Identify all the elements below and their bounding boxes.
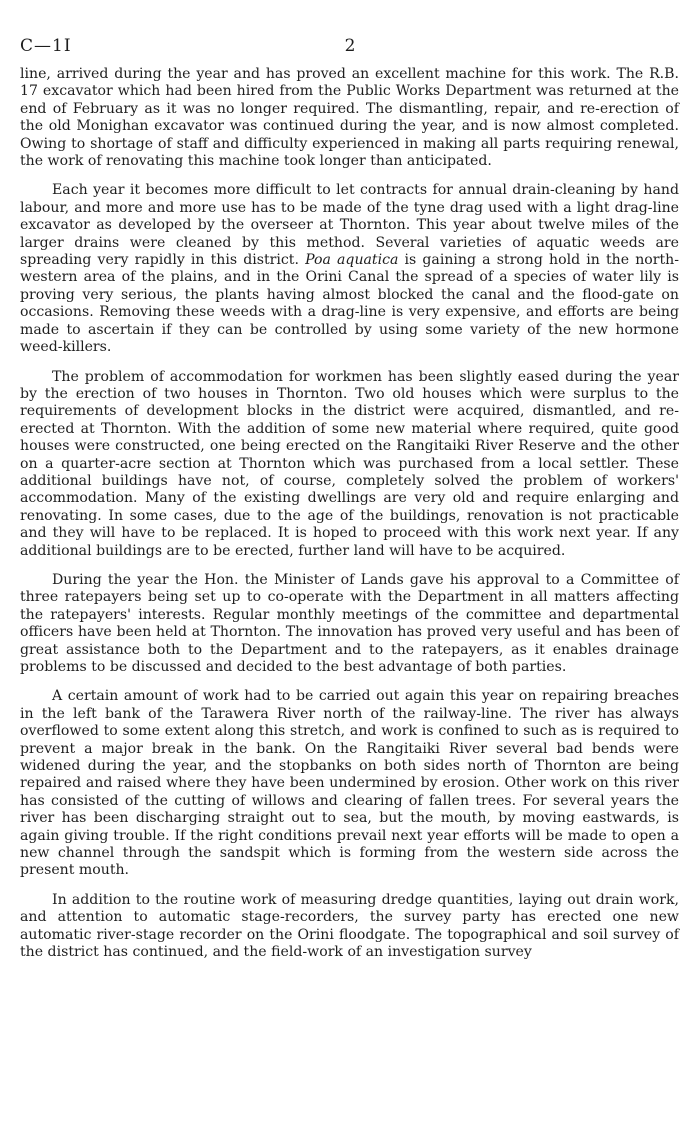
- paragraph-committee: During the year the Hon. the Minister of Lands gave his approval to a Committee of three ratepayers being set up to co-operate with the Department in all matters affecting the ratepayers' interests. Regular monthly meetings of the committee and departmental officers have been held at Thornton. The innovation has proved very useful and has been of great assistance both to the Department and to the ratepayers, as it enables drainage problems to be discussed and decided to the best advantage of both parties.: [20, 571, 679, 675]
- paragraph-continuation: line, arrived during the year and has proved an excellent machine for this work. The R.B. 17 excavator which had been hired from the Public Works Department was returned at the end of February as it was no longer required. The dismantling, repair, and re-erection of the old Monighan excavator was continued during the year, and is now almost completed. Owing to shortage of staff and difficulty experienced in making all parts requiring renewal, the work of renovating this machine took longer than anticipated.: [20, 66, 679, 170]
- parliamentary-paper-code: C—1I: [20, 36, 72, 56]
- paragraph-text: Each year it becomes more difficult to let contracts for annual drain-cleaning by hand labour, and more and more use has to be made of the tyne drag used with a light drag-line excavator as developed by the overseer at Thornton. This year about twelve miles of the larger drains were cleaned by this method. Several varieties of aquatic weeds are spreading very rapidly in this district.: [20, 182, 679, 269]
- paragraph-survey: In addition to the routine work of measuring dredge quantities, laying out drain work, and attention to automatic stage-recorders, the survey party has erected one new automatic river-stage recorder on the Orini floodgate. The topographical and soil survey of the district has continued, and the field-work of an investigation survey: [20, 891, 679, 961]
- paragraph-drain-cleaning: [20, 182, 679, 356]
- page-number: 2: [344, 36, 356, 56]
- paragraph-accommodation: The problem of accommodation for workmen has been slightly eased during the year by the erection of two houses in Thornton. Two old houses which were surplus to the requirements of development blocks in the district were acquired, dismantled, and re-erected at Thornton. With the addition of some new material where required, quite good houses were constructed, one being erected on the Rangitaiki River Reserve and the other on a quarter-acre section at Thornton which was purchased from a local settler. These additional buildings have not, of course, completely solved the problem of workers' accommodation. Many of the existing dwellings are very old and require enlarging and renovating. In some cases, due to the age of the buildings, renovation is not practicable and they will have to be replaced. It is hoped to proceed with this work next year. If any additional buildings are to be erected, further land will have to be acquired.: [20, 368, 679, 559]
- species-name: Poa aquatica: [305, 252, 399, 269]
- page-header: [20, 36, 680, 60]
- paragraph-text: is gaining a strong hold in the north-western area of the plains, and in the Orini Canal the spread of a species of water lily is proving very serious, the plants having almost blocked the canal and the flood-gate on occasions. Removing these weeds with a drag-line is very expensive, and efforts are being made to ascertain if they can be controlled by using some variety of the new hormone weed-killers.: [20, 252, 679, 356]
- body-text: [20, 66, 679, 974]
- paragraph-river-work: A certain amount of work had to be carried out again this year on repairing breaches in the left bank of the Tarawera River north of the railway-line. The river has always overflowed to some extent along this stretch, and work is confined to such as is required to prevent a major break in the bank. On the Rangitaiki River several bad bends were widened during the year, and the stopbanks on both sides north of Thornton are being repaired and raised where they have been undermined by erosion. Other work on this river has consisted of the cutting of willows and clearing of fallen trees. For several years the river has been discharging straight out to sea, but the mouth, by moving eastwards, is again giving trouble. If the right conditions prevail next year efforts will be made to open a new channel through the sandspit which is forming from the western side across the present mouth.: [20, 688, 679, 879]
